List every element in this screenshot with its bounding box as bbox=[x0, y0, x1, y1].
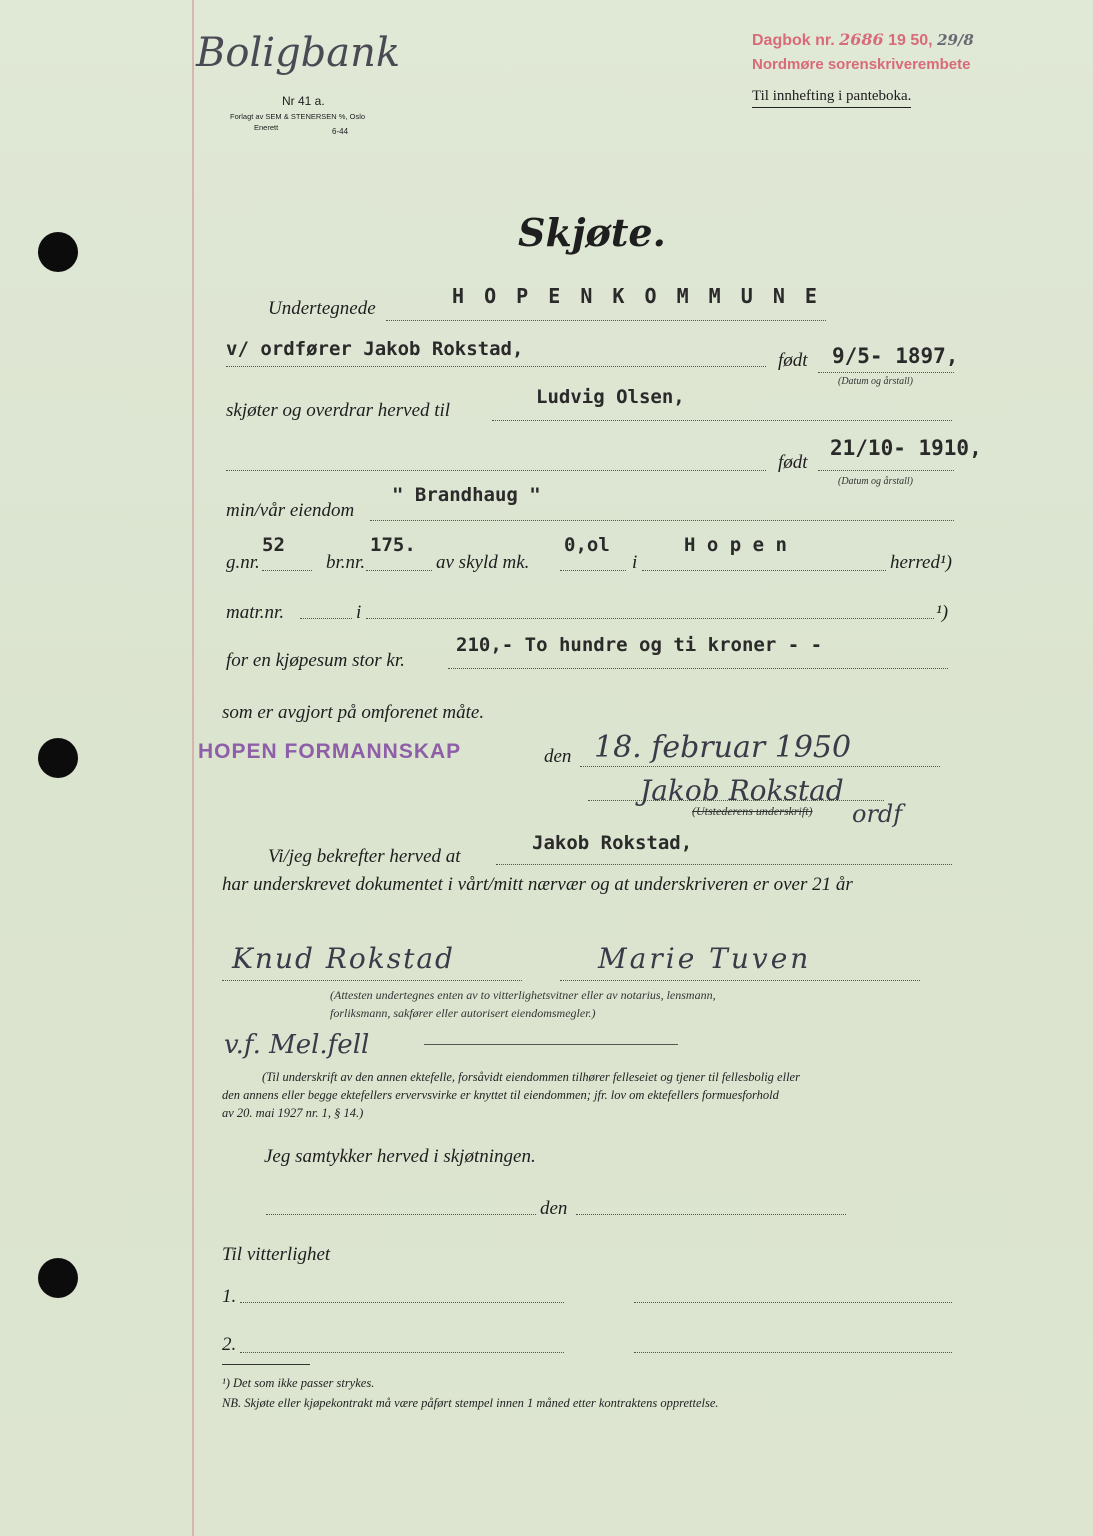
punch-hole-middle bbox=[38, 738, 78, 778]
herred-label: herred¹) bbox=[890, 552, 952, 573]
publisher-enerett: Enerett bbox=[254, 123, 279, 132]
publisher-date: 6-44 bbox=[332, 127, 349, 136]
witness-line-1: 1. bbox=[222, 1286, 237, 1307]
fodt-label-2: født bbox=[778, 452, 808, 473]
kjopesum-label: for en kjøpesum stor kr. bbox=[226, 650, 405, 671]
avgjort-text: som er avgjort på omforenet måte. bbox=[222, 702, 485, 723]
attest-note-2: forliksmann, sakfører eller autorisert eiendomsmegler.) bbox=[330, 1006, 596, 1020]
handwritten-title: Boligbank bbox=[196, 30, 401, 76]
samtykker-text: Jeg samtykker herved i skjøtningen. bbox=[264, 1146, 536, 1167]
grantee-birth: 21/10- 1910, bbox=[830, 436, 982, 460]
dagbok-label: Dagbok nr. bbox=[752, 32, 835, 49]
grantor-signature: Jakob Rokstad bbox=[640, 774, 844, 807]
grantor-birth: 9/5- 1897, bbox=[832, 344, 959, 368]
eiendom-label: min/vår eiendom bbox=[226, 500, 355, 521]
signature-suffix: ordf bbox=[852, 800, 903, 828]
margin-line bbox=[192, 0, 194, 1536]
undertegnede-label: Undertegnede bbox=[268, 298, 376, 319]
gnr-value: 52 bbox=[262, 534, 285, 556]
matr-label: matr.nr. bbox=[226, 602, 285, 623]
bekrefter-text: har underskrevet dokumentet i vårt/mitt nærvær og at underskriveren er over 21 år bbox=[222, 874, 853, 895]
gnr-label: g.nr. bbox=[226, 552, 260, 573]
skjoter-label: skjøter og overdrar herved til bbox=[226, 400, 451, 421]
footnote-1: ¹) Det som ikke passer strykes. bbox=[222, 1376, 375, 1390]
signature-caption: (Utstederens underskrift) bbox=[692, 804, 813, 818]
kjopesum-value: 210,- To hundre og ti kroner - - bbox=[456, 634, 823, 656]
i-label: i bbox=[632, 552, 638, 573]
spouse-note-3: av 20. mai 1927 nr. 1, § 14.) bbox=[222, 1106, 364, 1120]
vitterlighet-text: Til vitterlighet bbox=[222, 1244, 331, 1265]
page-title: Skjøte. bbox=[518, 210, 666, 255]
herred-name: H o p e n bbox=[684, 534, 787, 556]
property-name: " Brandhaug " bbox=[392, 484, 541, 506]
place-stamp: HOPEN FORMANNSKAP bbox=[198, 740, 462, 763]
punch-hole-top bbox=[38, 232, 78, 272]
grantor-representative: v/ ordfører Jakob Rokstad, bbox=[226, 338, 524, 360]
skyld-value: 0,ol bbox=[564, 534, 610, 556]
den-label: den bbox=[544, 746, 572, 767]
grantor-name: H O P E N K O M M U N E bbox=[452, 284, 821, 308]
spouse-note-1: (Til underskrift av den annen ektefelle, forsåvidt eiendommen tilhører felleseiet og tjener til fellesbolig eller bbox=[262, 1070, 800, 1084]
date-caption-2: (Datum og årstall) bbox=[838, 476, 913, 487]
footnote-2: NB. Skjøte eller kjøpekontrakt må være påført stempel innen 1 måned etter kontraktens opprettelse. bbox=[222, 1396, 719, 1410]
instruction-text: Til innhefting i panteboka. bbox=[752, 88, 911, 108]
form-number: Nr 41 a. bbox=[282, 94, 325, 108]
spouse-signature: v.f. Mel.fell bbox=[224, 1030, 370, 1060]
matr-fn: ¹) bbox=[936, 602, 949, 623]
skyld-label: av skyld mk. bbox=[436, 552, 530, 573]
bekrefter-name: Jakob Rokstad, bbox=[532, 832, 693, 854]
dagbok-year: 19 50, bbox=[888, 32, 933, 49]
witness-2-signature: Marie Tuven bbox=[598, 942, 812, 975]
publisher-line: Forlagt av SEM & STENERSEN %, Oslo bbox=[230, 112, 366, 121]
punch-hole-bottom bbox=[38, 1258, 78, 1298]
witness-1-signature: Knud Rokstad bbox=[232, 942, 455, 975]
spouse-line bbox=[424, 1044, 678, 1045]
bekrefter-label: Vi/jeg bekrefter herved at bbox=[268, 846, 461, 867]
spouse-note-2: den annens eller begge ektefellers ervervsvirke er knyttet til eiendommen; jfr. lov om ektefellers formuesforhold bbox=[222, 1088, 779, 1102]
matr-i: i bbox=[356, 602, 362, 623]
office-stamp: Nordmøre sorenskriverembete bbox=[752, 56, 971, 73]
witness-line-2: 2. bbox=[222, 1334, 237, 1355]
date-caption: (Datum og årstall) bbox=[838, 376, 913, 387]
brnr-label: br.nr. bbox=[326, 552, 366, 573]
attest-note-1: (Attesten undertegnes enten av to vitterlighetsvitner eller av notarius, lensmann, bbox=[330, 988, 716, 1002]
grantee-name: Ludvig Olsen, bbox=[536, 386, 685, 408]
signed-date: 18. februar 1950 bbox=[594, 730, 852, 765]
dagbok-date: 29/8 bbox=[937, 31, 974, 49]
brnr-value: 175. bbox=[370, 534, 416, 556]
footnote-rule bbox=[222, 1364, 310, 1365]
fodt-label: født bbox=[778, 350, 808, 371]
dagbok-stamp bbox=[752, 30, 974, 50]
dagbok-number: 2686 bbox=[839, 30, 884, 49]
den-label-2: den bbox=[540, 1198, 568, 1219]
